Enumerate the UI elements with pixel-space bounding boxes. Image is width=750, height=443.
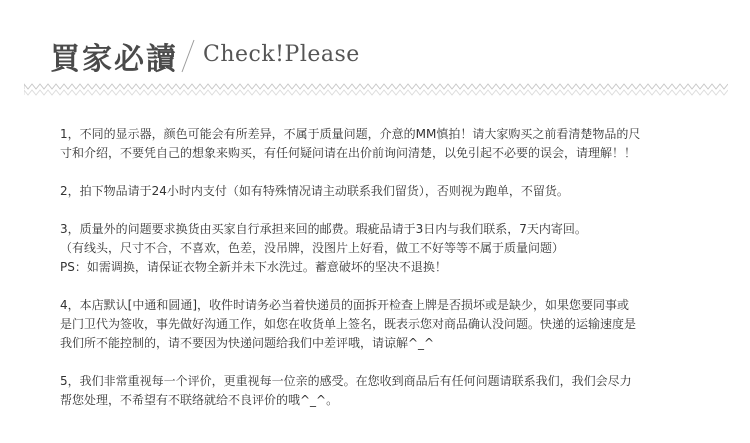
note-paragraph — [60, 296, 720, 353]
title-english: Check!Please — [203, 42, 360, 67]
note-line: 我们所不能控制的，请不要因为快递问题给我们中差评哦，请谅解^_^ — [60, 336, 435, 350]
note-paragraph — [60, 182, 720, 201]
note-line: （有线头，尺寸不合，不喜欢，色差，没吊牌，没图片上好看，做工不好等等不属于质量问题） — [60, 241, 565, 255]
notes-list — [60, 125, 720, 429]
note-line: 帮您处理，不希望有不联络就给不良评价的哦^_^。 — [60, 393, 339, 407]
note-line: 5，我们非常重视每一个评价，更重视每一位亲的感受。在您收到商品后有任何问题请联系我们，我们会尽力 — [60, 374, 632, 388]
note-line: 3，质量外的问题要求换货由买家自行承担来回的邮费。瑕疵品请于3日内与我们联系，7天内寄回。 — [60, 222, 587, 236]
note-line: 是门卫代为签收，事先做好沟通工作，如您在收货单上签名，既表示您对商品确认没问题。快递的运输速度是 — [60, 317, 637, 331]
zigzag-line — [24, 90, 728, 95]
zigzag-divider — [24, 81, 728, 97]
note-line: 4，本店默认[中通和圆通]，收件时请务必当着快递员的面拆开检查上牌是否损坏或是缺少，如果您要同事或 — [60, 298, 630, 312]
title-chinese: 買家必讀 — [50, 42, 178, 77]
note-line: 寸和介绍，不要凭自己的想象来购买，有任何疑问请在出价前询问清楚，以免引起不必要的误会，请理解！！ — [60, 146, 637, 160]
zigzag-line — [24, 84, 728, 89]
note-line: 2，拍下物品请于24小时内支付（如有特殊情况请主动联系我们留货），否则视为跑单，不留货。 — [60, 184, 569, 198]
note-paragraph — [60, 220, 720, 277]
title-divider-slash — [176, 36, 200, 76]
note-line: PS：如需调换，请保证衣物全新并未下水洗过。蓄意破坏的坚决不退换！ — [60, 260, 447, 274]
note-line: 1，不同的显示器，颜色可能会有所差异，不属于质量问题，介意的MM慎拍！请大家购买之前看清楚物品的尺 — [60, 127, 641, 141]
note-paragraph — [60, 372, 720, 410]
header — [0, 0, 750, 100]
note-paragraph — [60, 125, 720, 163]
